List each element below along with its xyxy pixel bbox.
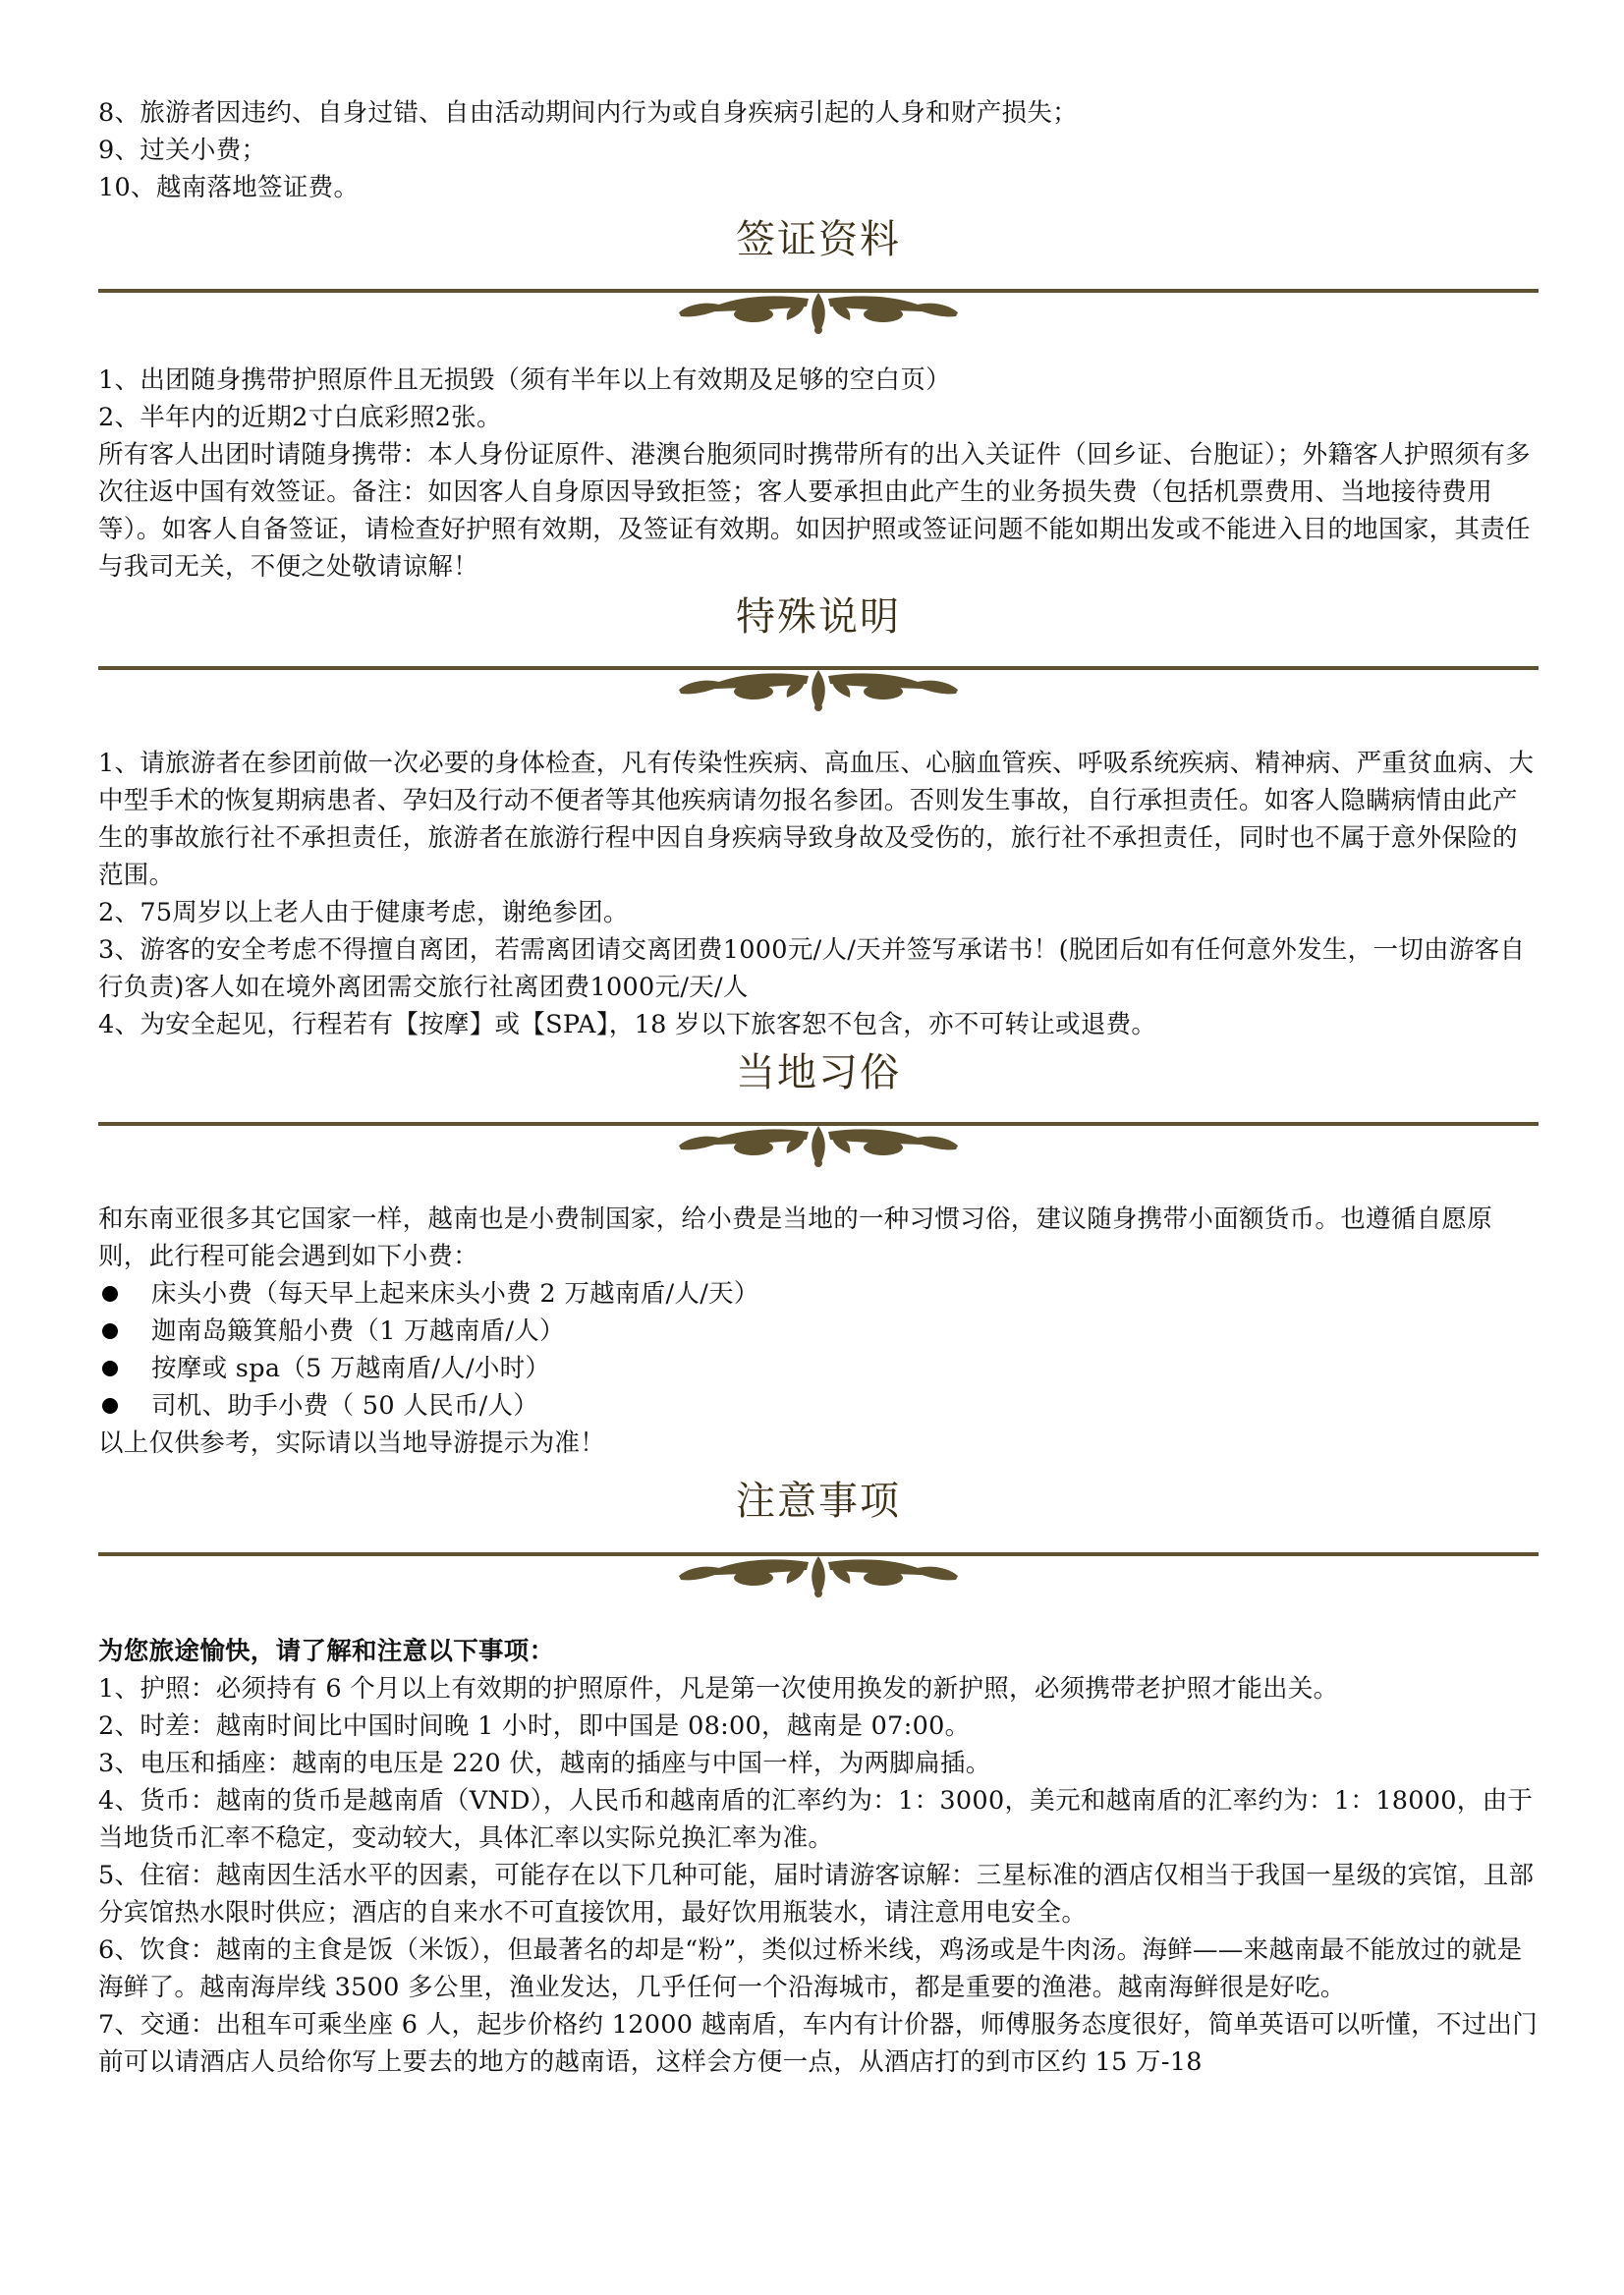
tip-item: 按摩或 spa（5 万越南盾/人/小时） (151, 1354, 551, 1383)
tip-item: 床头小费（每天早上起来床头小费 2 万越南盾/人/天） (151, 1279, 759, 1309)
tip-item: 司机、助手小费（ 50 人民币/人） (151, 1391, 539, 1421)
special-paragraph: 1、请旅游者在参团前做一次必要的身体检查，凡有传染性疾病、高血压、心脑血管疾、呼吸系统疾病、精神病、严重贫血病、大中型手术的恢复期病患者、孕妇及行动不便者等其他疾病请勿报名参团。否则发生事故，自行承担责任。如客人隐瞒病情由此产生的事故旅行社不承担责任，旅游者在旅游行程中因自身疾病导致身故及受伤的，旅行社不承担责任，同时也不属于意外保险的范围。 (98, 749, 1535, 890)
ornamental-divider (98, 275, 1539, 344)
section-title-visa: 签证资料 (736, 217, 901, 262)
notes-paragraph: 7、交通：出租车可乘坐座 6 人，起步价格约 12000 越南盾，车内有计价器，师傅服务态度很好，简单英语可以听懂，不过出门前可以请酒店人员给你写上要去的地方的越南语，这样会方便一点，从酒店打的到市区约 15 万-18 (98, 2010, 1539, 2077)
bullet-icon (102, 1323, 118, 1339)
list-item (98, 1275, 1539, 1313)
customs-outro: 以上仅供参考，实际请以当地导游提示为准！ (98, 1428, 606, 1458)
list-item (98, 1350, 1539, 1387)
special-paragraph: 2、75周岁以上老人由于健康考虑，谢绝参团。 (98, 898, 629, 927)
customs-intro: 和东南亚很多其它国家一样，越南也是小费制国家，给小费是当地的一种习惯习俗，建议随身携带小面额货币。也遵循自愿原则，此行程可能会遇到如下小费： (98, 1204, 1493, 1271)
exclusion-item-9: 9、过关小费； (98, 136, 267, 165)
notes-paragraph: 5、住宿：越南因生活水平的因素，可能存在以下几种可能，届时请游客谅解：三星标准的酒店仅相当于我国一星级的宾馆，且部分宾馆热水限时供应；酒店的自来水不可直接饮用，最好饮用瓶装水，请注意用电安全。 (98, 1861, 1535, 1928)
notes-paragraph: 6、饮食：越南的主食是饭（米饭），但最著名的却是“粉”，类似过桥米线，鸡汤或是牛肉汤。海鲜——来越南最不能放过的就是海鲜了。越南海岸线 3500 多公里，渔业发达，几乎任何一个沿海城市，都是重要的渔港。越南海鲜很是好吃。 (98, 1935, 1523, 2002)
section-title-special: 特殊说明 (736, 594, 901, 640)
visa-paragraph: 2、半年内的近期2寸白底彩照2张。 (98, 403, 502, 432)
tip-item: 迦南岛簸箕船小费（1 万越南盾/人） (151, 1316, 565, 1346)
visa-section-body (98, 362, 1539, 586)
exclusion-item-10: 10、越南落地签证费。 (98, 173, 360, 202)
notes-section-body (98, 1633, 1539, 2081)
visa-paragraph: 所有客人出团时请随身携带：本人身份证原件、港澳台胞须同时携带所有的出入关证件（回乡证、台胞证）；外籍客人护照须有多次往返中国有效签证。备注：如因客人自身原因导致拒签；客人要承担由此产生的业务损失费（包括机票费用、当地接待费用等）。如客人自备签证，请检查好护照有效期，及签证有效期。如因护照或签证问题不能如期出发或不能进入目的地国家，其责任与我司无关，不便之处敬请谅解！ (98, 440, 1531, 582)
ornamental-divider (98, 652, 1539, 721)
exclusions-list-tail (98, 94, 1539, 206)
notes-lead: 为您旅途愉快，请了解和注意以下事项： (98, 1637, 555, 1666)
notes-paragraph: 1、护照：必须持有 6 个月以上有效期的护照原件，凡是第一次使用换发的新护照，必须携带老护照才能出关。 (98, 1674, 1339, 1704)
customs-section-body (98, 1201, 1539, 1462)
bullet-icon (102, 1361, 118, 1376)
list-item (98, 1313, 1539, 1350)
exclusion-item-8: 8、旅游者因违约、自身过错、自由活动期间内行为或自身疾病引起的人身和财产损失； (98, 98, 1078, 128)
list-item (98, 1387, 1539, 1425)
special-section-body (98, 745, 1539, 1043)
bullet-icon (102, 1286, 118, 1302)
notes-paragraph: 4、货币：越南的货币是越南盾（VND），人民币和越南盾的汇率约为：1：3000，美元和越南盾的汇率约为：1：18000，由于当地货币汇率不稳定，变动较大，具体汇率以实际兑换汇率为准。 (98, 1786, 1534, 1853)
special-paragraph: 4、为安全起见，行程若有【按摩】或【SPA】，18 岁以下旅客恕不包含，亦不可转让或退费。 (98, 1010, 1157, 1039)
special-paragraph: 3、游客的安全考虑不得擅自离团，若需离团请交离团费1000元/人/天并签写承诺书！(脱团后如有任何意外发生，一切由游客自行负责)客人如在境外离团需交旅行社离团费1000元/天/人 (98, 935, 1526, 1002)
notes-paragraph: 3、电压和插座：越南的电压是 220 伏，越南的插座与中国一样，为两脚扁插。 (98, 1749, 991, 1778)
section-title-customs: 当地习俗 (736, 1050, 901, 1095)
flourish-ornament-icon (671, 1552, 966, 1601)
visa-paragraph: 1、出团随身携带护照原件且无损毁（须有半年以上有效期及足够的空白页） (98, 365, 951, 395)
bullet-icon (102, 1398, 118, 1414)
section-title-notes: 注意事项 (736, 1479, 901, 1524)
document-content (98, 94, 1539, 2081)
notes-paragraph: 2、时差：越南时间比中国时间晚 1 小时，即中国是 08:00，越南是 07:00。 (98, 1711, 971, 1741)
flourish-ornament-icon (671, 1122, 966, 1171)
flourish-ornament-icon (671, 666, 966, 715)
flourish-ornament-icon (671, 289, 966, 338)
ornamental-divider (98, 1539, 1539, 1607)
ornamental-divider (98, 1108, 1539, 1177)
